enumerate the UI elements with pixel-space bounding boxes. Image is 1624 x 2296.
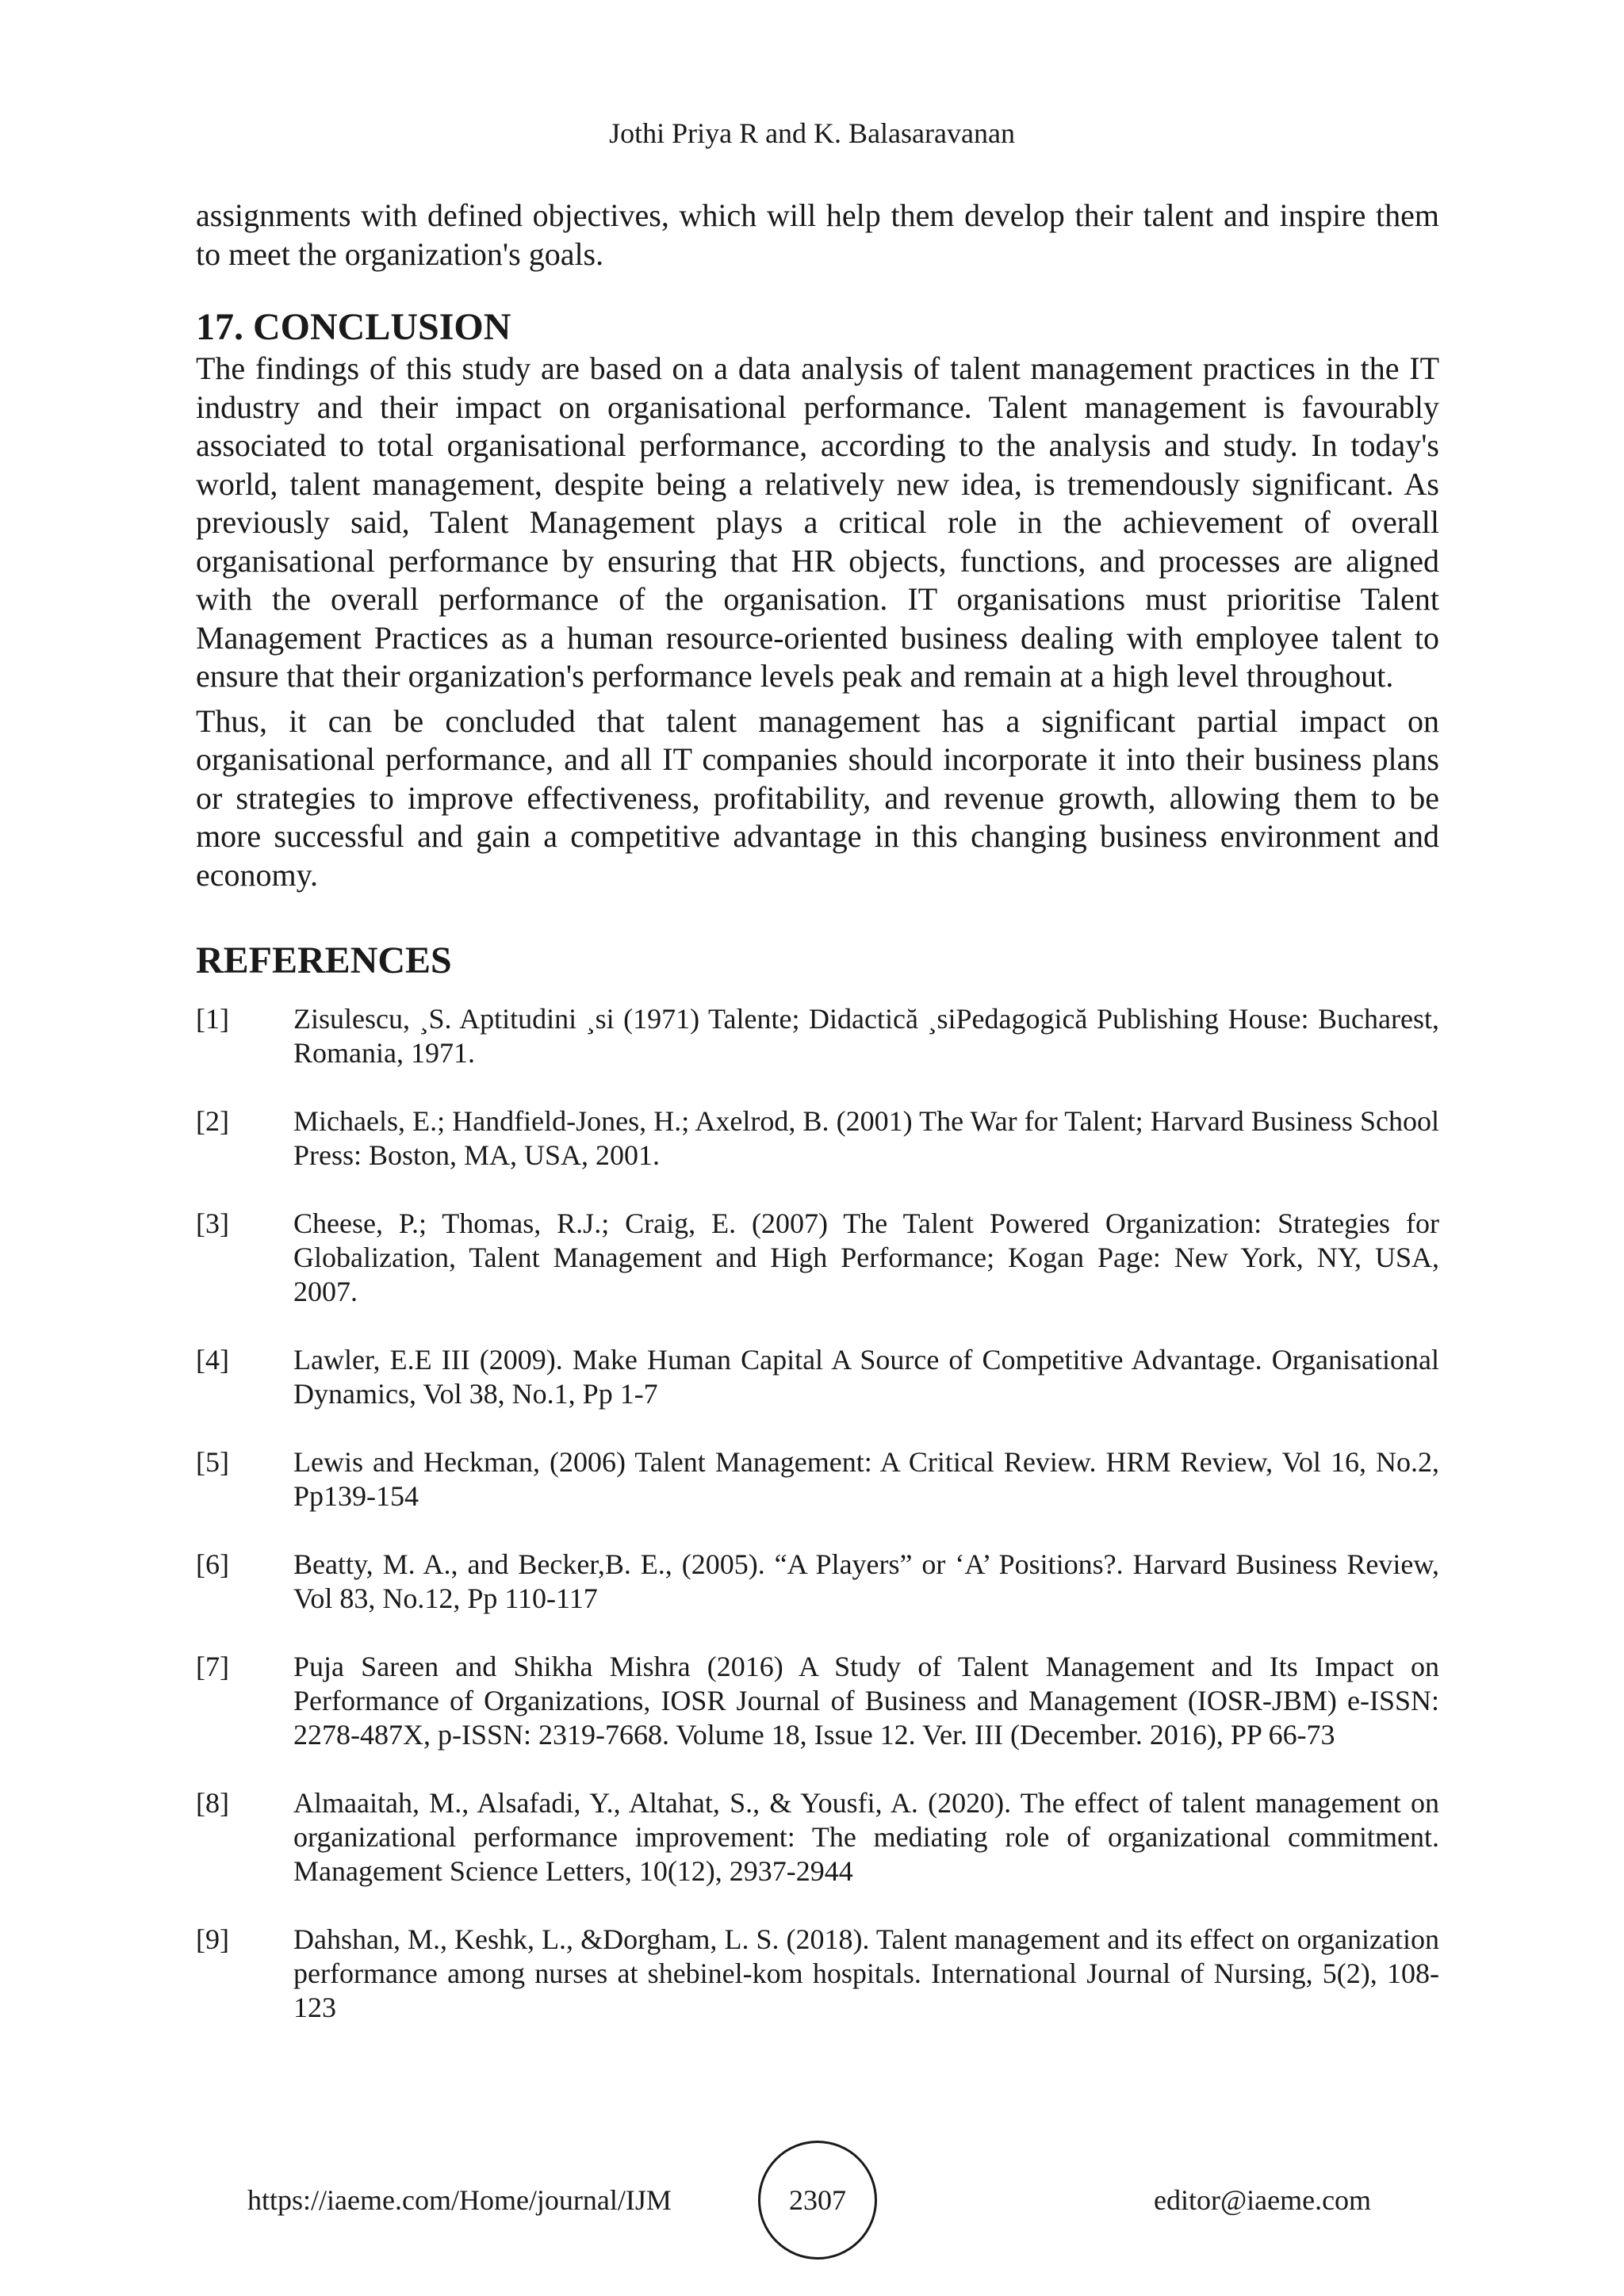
reference-number: [2]: [196, 1105, 229, 1137]
journal-url-link[interactable]: https://iaeme.com/Home/journal/IJM: [247, 2184, 672, 2216]
references-heading: REFERENCES: [196, 939, 452, 982]
reference-text: Zisulescu, ¸S. Aptitudini ¸si (1971) Talente; Didactică ¸siPedagogică Publishing House: Bucharest, Romania, 1971.: [293, 1003, 1439, 1069]
reference-text: Beatty, M. A., and Becker,B. E., (2005). “A Players” or ‘A’ Positions?. Harvard Business Review, Vol 83, No.12, Pp 110-117: [293, 1548, 1439, 1614]
conclusion-paragraph-1: The findings of this study are based on a data analysis of talent management practices in the IT industry and their impact on organisational performance. Talent management is favourably associated to total organisational performance, according to the analysis and study. In today's world, talent management, despite being a relatively new idea, is tremendously significant. As previously said, Talent Management plays a critical role in the achievement of overall organisational performance by ensuring that HR objects, functions, and processes are aligned with the overall performance of the organisation. IT organisations must prioritise Talent Management Practices as a human resource-oriented business dealing with employee talent to ensure that their organization's performance levels peak and remain at a high level throughout.: [196, 350, 1439, 694]
reference-item: [196, 1104, 1439, 1173]
reference-item: [196, 1923, 1439, 2025]
editor-email-link[interactable]: editor@iaeme.com: [1154, 2184, 1372, 2216]
reference-item: [196, 1786, 1439, 1888]
reference-text: Michaels, E.; Handfield-Jones, H.; Axelrod, B. (2001) The War for Talent; Harvard Business School Press: Boston, MA, USA, 2001.: [293, 1105, 1439, 1171]
reference-item: [196, 1548, 1439, 1616]
reference-list: [196, 1002, 1439, 2025]
reference-number: [8]: [196, 1787, 229, 1819]
intro-paragraph: assignments with defined objectives, which will help them develop their talent and inspire them to meet the organization's goals.: [196, 197, 1439, 272]
page-content: [196, 197, 1439, 2059]
page-number: 2307: [789, 2184, 846, 2216]
reference-item: [196, 1207, 1439, 1309]
running-header: Jothi Priya R and K. Balasaravanan: [609, 117, 1015, 149]
reference-text: Lewis and Heckman, (2006) Talent Management: A Critical Review. HRM Review, Vol 16, No.2, Pp139-154: [293, 1446, 1439, 1512]
reference-number: [5]: [196, 1446, 229, 1478]
reference-item: [196, 1002, 1439, 1070]
page-footer: [0, 2141, 1624, 2267]
reference-text: Lawler, E.E III (2009). Make Human Capital A Source of Competitive Advantage. Organisational Dynamics, Vol 38, No.1, Pp 1-7: [293, 1344, 1439, 1410]
reference-text: Almaaitah, M., Alsafadi, Y., Altahat, S., & Yousfi, A. (2020). The effect of talent management on organizational performance improvement: The mediating role of organizational commitment. Management Science Letters, 10(12), 2937-2944: [293, 1787, 1439, 1887]
reference-item: [196, 1650, 1439, 1752]
reference-number: [4]: [196, 1344, 229, 1376]
reference-number: [9]: [196, 1923, 229, 1955]
reference-number: [6]: [196, 1548, 229, 1580]
conclusion-heading: 17. CONCLUSION: [196, 306, 511, 348]
reference-text: Dahshan, M., Keshk, L., &Dorgham, L. S. (2018). Talent management and its effect on organization performance among nurses at shebinel-kom hospitals. International Journal of Nursing, 5(2), 108-123: [293, 1923, 1439, 2023]
reference-text: Cheese, P.; Thomas, R.J.; Craig, E. (2007) The Talent Powered Organization: Strategies for Globalization, Talent Management and High Performance; Kogan Page: New York, NY, USA, 2007.: [293, 1207, 1439, 1307]
reference-text: Puja Sareen and Shikha Mishra (2016) A Study of Talent Management and Its Impact on Performance of Organizations, IOSR Journal of Business and Management (IOSR-JBM) e-ISSN: 2278-487X, p-ISSN: 2319-7668. Volume 18, Issue 12. Ver. III (December. 2016), PP 66-73: [293, 1651, 1439, 1751]
reference-number: [3]: [196, 1207, 229, 1239]
reference-number: [7]: [196, 1651, 229, 1682]
conclusion-paragraph-2: Thus, it can be concluded that talent management has a significant partial impact on organisational performance, and all IT companies should incorporate it into their business plans or strategies to improve effectiveness, profitability, and revenue growth, allowing them to be more successful and gain a competitive advantage in this changing business environment and economy.: [196, 702, 1439, 893]
reference-item: [196, 1445, 1439, 1513]
reference-item: [196, 1343, 1439, 1411]
page-number-badge: [758, 2141, 877, 2260]
reference-number: [1]: [196, 1003, 229, 1035]
